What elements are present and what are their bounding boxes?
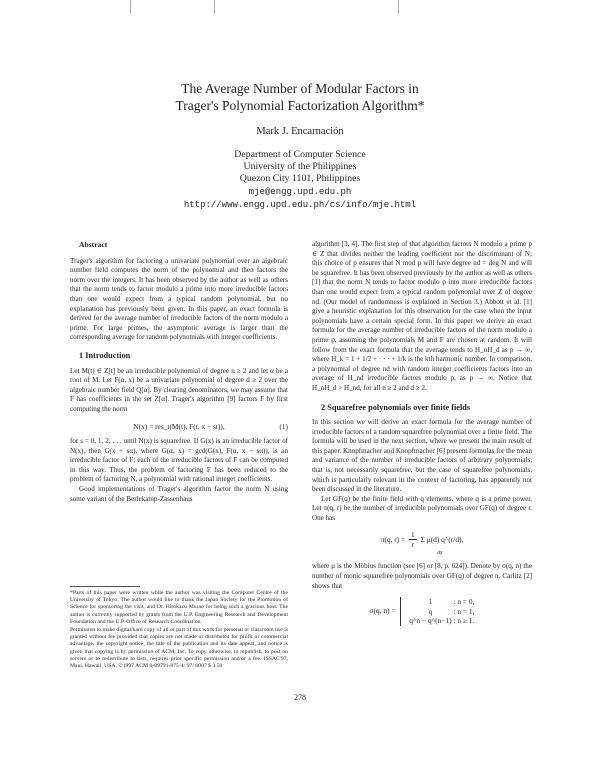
equation-1: [70, 422, 288, 432]
intro-paragraph-1: Let M(t) ∈ Z[t] be an irreducible polynomial of degree n ≥ 2 and let α be a root of M. Let F(α, x) be a univariate polynomial of degree d ≥ 2 over the algebraic number field Q[α]. By clearing denominators, we may assume that F has coefficients in the set Z[α]. Trager's algorithm [9] factors F by first computing the norm: [70, 366, 288, 413]
crop-mark-right: [398, 0, 405, 14]
author-email[interactable]: mje@engg.upd.edu.ph: [248, 187, 352, 197]
section-2-paragraph-1: In this section we will derive an exact formula for the average number of irreducible factors of a random squarefree polynomial over a finite field. The formula will be used in the next section, where we present the main result of this paper. Knopfmacher and Knopfmacher [6] present formulas for the mean and variance of the number of irreducible factors of arbitrary polynomials, that is, not necessarily squarefree, but the case of squarefree polynomials, which is particularly relevant in the context of factoring, has apparently not been discussed in the literature.: [312, 418, 532, 494]
equation-2-numerator: 1: [411, 529, 415, 539]
case-value: q: [428, 606, 433, 616]
crop-mark-left: [130, 0, 137, 14]
intro-paragraph-2: for s = 0, 1, 2, . . . until N(x) is squarefree. If G(x) is an irreducible factor of N(x), then G(x + sα), where G(α, x) = gcd(G(x), F(α, x − sα)), is an irreducible factor of F; each of the irreducible factors of F can be computed in this way. Thus, the problem of factoring F has been reduced to the problem of factoring N, a polynomial with rational integer coefficients.: [70, 437, 288, 484]
equation-2: [312, 530, 532, 559]
right-column: [312, 240, 532, 626]
footnote-rule: [70, 586, 140, 587]
equation-3-cases: [400, 597, 474, 626]
equation-2-sum-index: d|r: [437, 549, 443, 556]
footnotes: [70, 590, 288, 671]
case-row: [407, 616, 474, 626]
case-condition: : n ≥ 1.: [453, 616, 475, 626]
equation-3: [312, 597, 532, 626]
section-2-heading: 2 Squarefree polynomials over finite fields: [321, 402, 471, 412]
equation-2-denominator: r: [411, 540, 415, 550]
section-2-paragraph-2: Let GF(q) be the finite field with q elements, where q is a prime power. Let π(q, r) be the number of irreducible polynomials over GF(q) of degree r. One has: [312, 494, 532, 523]
author-homepage-url[interactable]: http://www.engg.upd.edu.ph/cs/info/mje.html: [183, 200, 417, 210]
paper-title-line1: The Average Number of Modular Factors in: [181, 81, 419, 96]
case-value: 1: [428, 597, 433, 607]
intro-paragraph-3: Good implementations of Trager's algorithm factor the norm N using some variant of the Berlekamp-Zassenhaus: [70, 485, 288, 503]
right-paragraph-1: algorithm [3, 4]. The first step of that algorithm factors N modulo a prime p ∈ Z that divides neither the leading coefficient nor the discriminant of N; this choice of p ensures that N mod p will have degree nd = deg N and will be squarefree. It has been observed previously by the author as well as others [1] that the norm N tends to factor modulo p into more irreducible factors than one would expect from a typical random polynomial over Z of degree nd. (Our model of randomness is explained in Section 3.) Abbott et al. [1] give a heuristic explanation for this observation for the case when the input polynomials have a certain special form. In this paper we derive an exact formula for the average number of irreducible factors of the norm modulo a prime p, assuming the polynomials M and F are chosen at random. It will follow from the exact formula that the average tends to H_nH_d as p → ∞, where H_k = 1 + 1/2 + · · · + 1/k is the kth harmonic number. In comparison, a polynomial of degree nd with random integer coefficients factors into an average of H_nd irreducible factors modulo p, as p → ∞. Notice that H_nH_d > H_nd, for all n ≥ 2 and d ≥ 2.: [312, 240, 532, 392]
footnote-permission: Permission to make digital/hard copy of all or part of this work for personal or classroom use is granted without fee provided that copies are not made or distributed for profit or commercial advantage, the copyright notice, the title of the publication and its date appear, and notice is given that copying is by permission of ACM, Inc. To copy otherwise, to republish, to post on servers or to redistribute to lists, requires prior specific permission and/or a fee. ISSAC'97, Maui, Hawaii, USA. ©1997 ACM 0-89791-875-4/ 97/ 0007 $ 3.50: [70, 627, 288, 670]
author-department: Department of Computer Science: [234, 149, 366, 160]
section-1-heading: 1 Introduction: [79, 350, 131, 360]
author-name: Mark J. Encarnación: [256, 126, 344, 137]
crop-mark-center: [214, 0, 221, 14]
equation-2-fraction: [409, 530, 417, 550]
case-row: [407, 597, 474, 607]
equation-1-body: N(x) = res_t(M(t), F(t, x − st)),: [133, 421, 225, 431]
page-number: 278: [294, 693, 306, 702]
case-condition: : n = 1,: [453, 606, 475, 616]
case-condition: : n = 0,: [453, 597, 475, 607]
abstract-text: Trager's algorithm for factoring a univariate polynomial over an algebraic number field computes the norm of the polynomial and then factors the norm over the integers. It has been observed by the author as well as others that the norm tends to factor modulo a prime into more irreducible factors than one would expect from a typical random polynomial, but no explanation has previously been given. In this paper, an exact formula is derived for the average number of irreducible factors of the norm modulo a prime. For large primes, the asymptotic average is larger than the corresponding average for random polynomials with integer coefficients.: [70, 256, 288, 342]
case-value: q^n − q^(n−1): [409, 616, 452, 626]
footnote-acknowledgement: *Parts of this paper were written while the author was visiting the Computer Centre of the University of Tokyo. The author would like to thank the Japan Society for the Promotion of Science for sponsoring the visit, and Dr. Hirokazu Murao for being such a gracious host. The author is currently supported by grants from the U.P. Engineering Research and Development Foundation and the U.P. Office of Research Coordination.: [70, 590, 288, 625]
case-row: [407, 607, 474, 617]
equation-2-left: π(q, r) =: [380, 534, 406, 544]
paper-title-line2: Trager's Polynomial Factorization Algorithm*: [175, 98, 425, 113]
author-city: Quezon City 1101, Philippines: [239, 173, 361, 184]
equation-2-right: Σ μ(d) q^(r/d),: [420, 534, 464, 544]
section-2-paragraph-3: where μ is the Möbius function (see [6] or [8, p. 624]). Denote by σ(q, n) the number of monic squarefree polynomials over GF(q) of degree n. Carlitz [2] shows that: [312, 562, 532, 590]
author-university: University of the Philippines: [243, 161, 357, 172]
abstract-heading: Abstract: [79, 240, 108, 249]
equation-3-left: σ(q, n) =: [369, 606, 396, 616]
left-column: [70, 240, 288, 504]
equation-1-number: (1): [279, 421, 288, 431]
